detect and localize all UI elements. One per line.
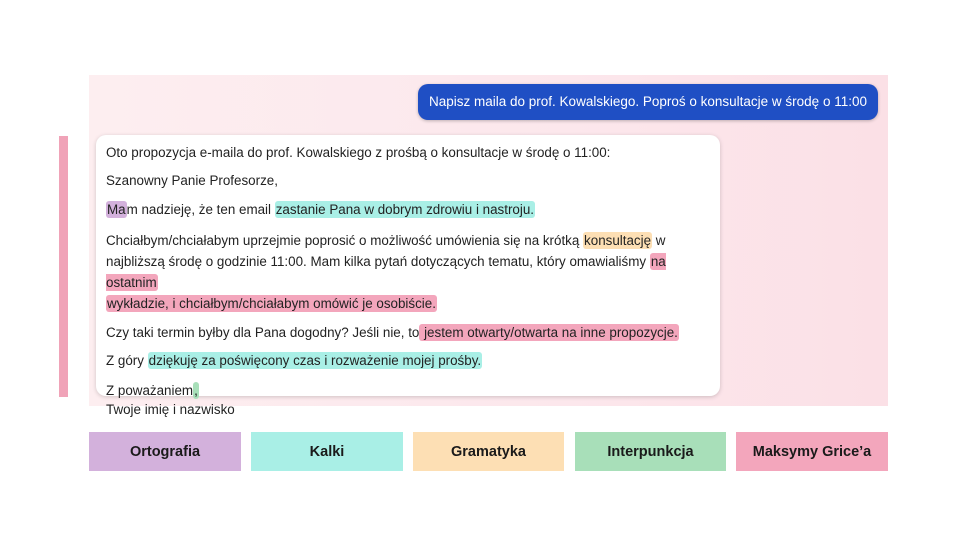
user-message-bubble: Napisz maila do prof. Kowalskiego. Poproś o konsultacje w środę o 11:00 [418, 84, 878, 120]
legend-maksymy-grice: Maksymy Grice’a [736, 432, 888, 471]
legend-interpunkcja: Interpunkcja [575, 432, 726, 471]
highlight-grice: wykładzie, i chciałbym/chciałabym omówić je osobiście. [107, 296, 436, 311]
reply-text: Czy taki termin byłby dla Pana dogodny? Jeśli nie, to [106, 325, 420, 340]
highlight-kalki: dziękuję za poświęcony czas i rozważenie mojej prośby. [148, 353, 482, 368]
highlight-grice: jestem otwarty/otwarta na inne propozycje. [420, 325, 678, 340]
reply-greeting: Szanowny Panie Profesorze, [106, 173, 278, 188]
grice-margin-bar [59, 136, 68, 397]
highlight-gramatyka: konsultację [584, 233, 652, 248]
reply-paragraph-question [106, 323, 710, 342]
reply-closing [106, 381, 710, 400]
legend-ortografia: Ortografia [89, 432, 241, 471]
reply-paragraph-hope [106, 200, 710, 219]
reply-text: Z góry [106, 353, 148, 368]
reply-paragraph-thanks [106, 351, 710, 370]
legend-gramatyka: Gramatyka [413, 432, 564, 471]
legend-kalki: Kalki [251, 432, 403, 471]
reply-paragraph-request [106, 230, 710, 314]
highlight-grice: na ostatnim [106, 254, 666, 290]
reply-text: Chciałbym/chciałabym uprzejmie poprosić o możliwość umówienia się na krótką [106, 233, 584, 248]
assistant-reply [96, 135, 720, 417]
reply-text: najbliższą środę o godzinie 11:00. Mam kilka pytań dotyczących tematu, który omawialiśmy [106, 254, 650, 269]
chat-panel [89, 75, 888, 417]
highlight-kalki: zastanie Pana w dobrym zdrowiu i nastroju. [275, 202, 535, 217]
reply-intro: Oto propozycja e-maila do prof. Kowalskiego z prośbą o konsultacje w środę o 11:00: [106, 145, 611, 160]
highlight-ortografia: Ma [107, 202, 126, 217]
highlight-interpunkcja: , [194, 383, 198, 398]
reply-text: w [652, 233, 666, 248]
reply-text: Z poważaniem [106, 383, 194, 398]
reply-text: m nadzieję, że ten email [126, 202, 275, 217]
reply-signature: Twoje imię i nazwisko [106, 402, 235, 417]
